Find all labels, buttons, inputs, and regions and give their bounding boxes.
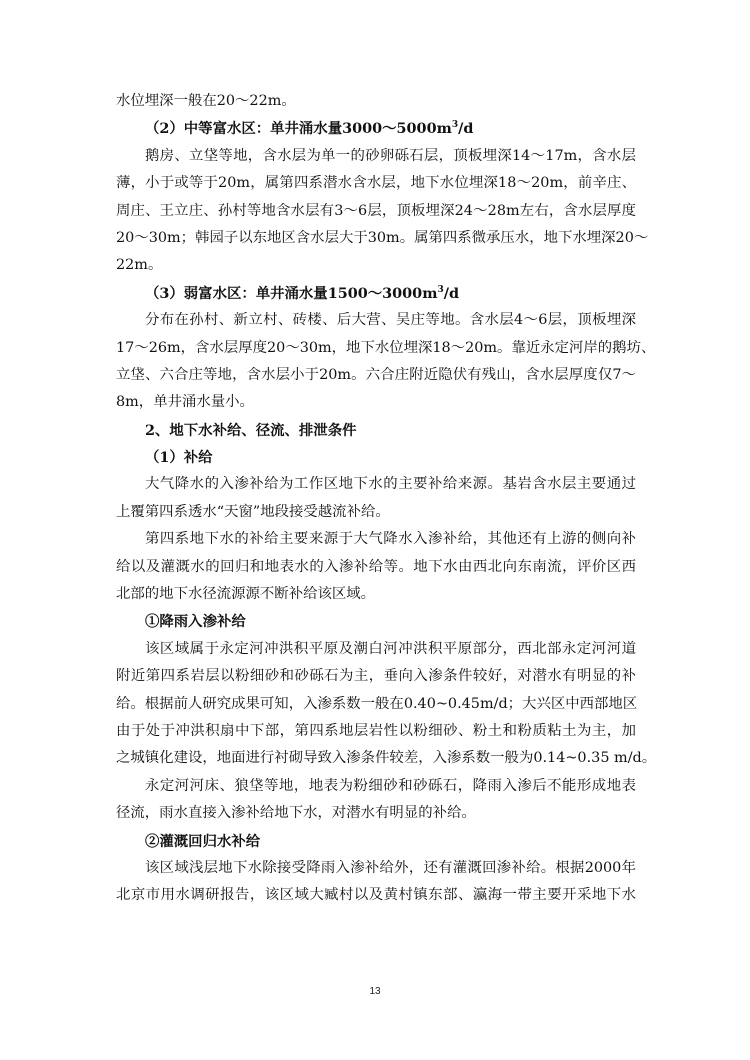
paragraph-line: 17～26m，含水层厚度20～30m，地下水位埋深18～20m。靠近永定河岸的鹅坊、 <box>116 339 656 356</box>
paragraph-line: 给以及灌溉水的回归和地表水的入渗补给等。地下水由西北向东南流，评价区西 <box>116 558 636 575</box>
paragraph-line: 22m。 <box>116 257 163 274</box>
paragraph-line: 鹅房、立垡等地，含水层为单一的砂卵砾石层，顶板埋深14～17m，含水层 <box>145 147 636 164</box>
section-heading: 2、地下水补给、径流、排泄条件 <box>145 421 357 439</box>
heading-text: （3）弱富水区：单井涌水量1500～3000m <box>145 284 438 302</box>
paragraph-line: 该区域浅层地下水除接受降雨入渗补给外，还有灌溉回渗补给。根据2000年 <box>145 859 636 876</box>
paragraph-line: 永定河河床、狼垡等地，地表为粉细砂和砂砾石，降雨入渗后不能形成地表 <box>145 777 636 794</box>
paragraph-line: 该区域属于永定河冲洪积平原及潮白河冲洪积平原部分，西北部永定河河道 <box>145 640 636 657</box>
superscript: 3 <box>437 284 444 295</box>
subsection-heading: ①降雨入渗补给 <box>145 613 246 631</box>
superscript: 3 <box>451 120 459 131</box>
paragraph-line: 20～30m；韩园子以东地区含水层大于30m。属第四系微承压水，地下水埋深20～ <box>116 229 649 246</box>
subsection-heading: ②灌溉回归水补给 <box>145 832 261 850</box>
paragraph-line: 8m，单井涌水量小。 <box>116 394 254 411</box>
paragraph-line: 周庄、王立庄、孙村等地含水层有3～6层，顶板埋深24～28m左右，含水层厚度 <box>116 202 636 219</box>
paragraph-line: 之城镇化建设，地面进行衬砌导致入渗条件较差，入渗系数一般为0.14~0.35 m/d。 <box>116 750 657 767</box>
document-body <box>116 88 657 910</box>
page-number: 13 <box>369 986 381 997</box>
section-heading <box>116 115 636 142</box>
paragraph-line: 分布在孙村、新立村、砖楼、后大营、吴庄等地。含水层4～6层，顶板埋深 <box>145 312 636 329</box>
heading-unit: /d <box>458 120 474 138</box>
paragraph-line: 由于处于冲洪积扇中下部，第四系地层岩性以粉细砂、粉土和粉质粘土为主，加 <box>116 722 636 739</box>
paragraph-line: 薄，小于或等于20m，属第四系潜水含水层，地下水位埋深18～20m，前辛庄、 <box>116 175 636 192</box>
section-heading <box>116 280 636 307</box>
paragraph-line: 立垡、六合庄等地，含水层小于20m。六合庄附近隐伏有残山，含水层厚度仅7～ <box>116 366 636 383</box>
paragraph-line: 水位埋深一般在20～22m。 <box>116 93 296 109</box>
heading-text: （2）中等富水区：单井涌水量3000～5000m <box>145 120 452 138</box>
paragraph-line: 给。根据前人研究成果可知，入渗系数一般在0.40~0.45m/d；大兴区中西部地区 <box>116 695 638 712</box>
subsection-heading: （1）补给 <box>145 449 213 467</box>
paragraph-line: 北部的地下水径流源源不断补给该区域。 <box>116 586 376 603</box>
heading-unit: /d <box>443 284 460 302</box>
paragraph-line: 第四系地下水的补给主要来源于大气降水入渗补给，其他还有上游的侧向补 <box>145 531 636 548</box>
paragraph-line: 大气降水的入渗补给为工作区地下水的主要补给来源。基岩含水层主要通过 <box>145 476 636 493</box>
paragraph-line: 径流，雨水直接入渗补给地下水，对潜水有明显的补给。 <box>116 805 476 822</box>
paragraph-line: 北京市用水调研报告，该区域大臧村以及黄村镇东部、瀛海一带主要开采地下水 <box>116 887 636 904</box>
paragraph-line: 附近第四系岩层以粉细砂和砂砾石为主，垂向入渗条件较好，对潜水有明显的补 <box>116 668 636 685</box>
paragraph-line: 上覆第四系透水“天窗”地段接受越流补给。 <box>116 503 390 520</box>
